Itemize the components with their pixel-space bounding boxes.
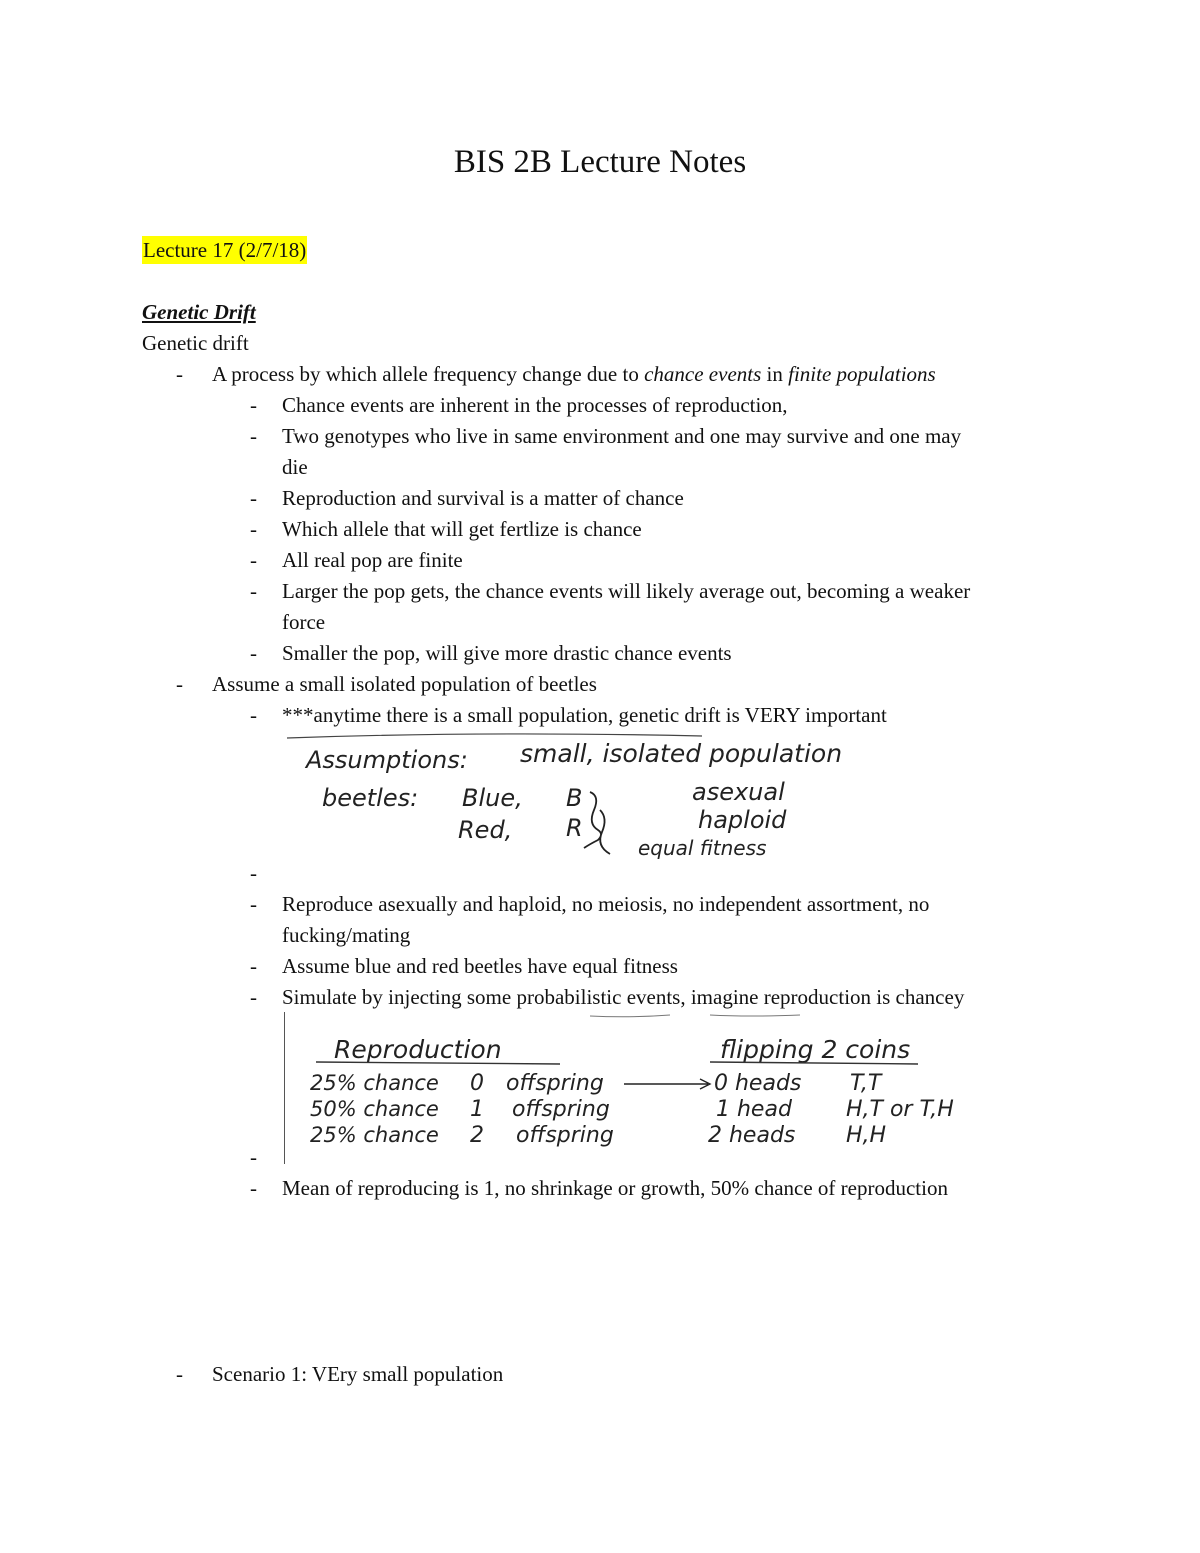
bullet-dash: - <box>250 861 257 885</box>
important-line: ***anytime there is a small population, genetic drift is VERY important <box>282 703 887 727</box>
hw-red: Red, <box>458 816 513 844</box>
bullet-dash: - <box>250 517 257 541</box>
list-item: All real pop are finite <box>282 548 463 572</box>
hw-row-heads: 1 head <box>716 1097 792 1122</box>
definition-prefix: A process by which allele frequency change due to <box>212 362 645 386</box>
bullet-dash: - <box>250 486 257 510</box>
hw-row-off: offspring <box>516 1123 614 1148</box>
hw-row-off: offspring <box>506 1071 604 1096</box>
list-item: Larger the pop gets, the chance events will likely average out, becoming a weaker <box>282 579 971 603</box>
hw-assumptions: Assumptions: <box>306 746 468 774</box>
hw-brace <box>584 792 610 854</box>
bullet-dash: - <box>250 1145 257 1169</box>
hw-row-off: offspring <box>512 1097 610 1122</box>
bullet-dash: - <box>250 1176 257 1200</box>
image-border-line <box>284 1012 285 1164</box>
hw-reproduction: Reproduction <box>334 1035 502 1064</box>
bullet-dash: - <box>250 424 257 448</box>
list-item: Assume blue and red beetles have equal fitness <box>282 954 678 978</box>
hw-row-heads: 0 heads <box>714 1071 802 1096</box>
mean-line: Mean of reproducing is 1, no shrinkage or growth, 50% chance of reproduction <box>282 1176 948 1200</box>
definition-emphasis-finite: finite populations <box>788 362 936 386</box>
list-item: Reproduce asexually and haploid, no meiosis, no independent assortment, no <box>282 892 930 916</box>
hw-equal-fitness: equal fitness <box>638 836 767 860</box>
bullet-dash: - <box>176 1362 183 1386</box>
bullet-dash: - <box>250 892 257 916</box>
hw-row-out: T,T <box>850 1071 882 1096</box>
list-item-continuation: fucking/mating <box>282 923 411 947</box>
hw-row-n: 2 <box>470 1123 484 1148</box>
hw-haploid: haploid <box>698 806 787 834</box>
assume-line: Assume a small isolated population of beetles <box>212 672 597 696</box>
scribble-line <box>287 734 702 738</box>
section-heading: Genetic Drift <box>142 300 256 324</box>
lecture-label: Lecture 17 (2/7/18) <box>143 238 307 262</box>
bullet-dash: - <box>176 672 183 696</box>
list-item: Chance events are inherent in the processes of reproduction, <box>282 393 788 417</box>
hw-beetles: beetles: <box>322 784 419 812</box>
hw-row-pct: 50% chance <box>310 1097 439 1121</box>
hw-blue: Blue, <box>462 784 523 812</box>
list-item: Simulate by injecting some probabilistic events, imagine reproduction is chancey <box>282 985 965 1009</box>
scenario-line: Scenario 1: VEry small population <box>212 1362 504 1386</box>
bullet-dash: - <box>250 985 257 1009</box>
hw-arrow <box>624 1079 710 1089</box>
list-item-continuation: die <box>282 455 308 479</box>
definition-line <box>212 359 936 390</box>
scribble-top <box>590 1015 800 1017</box>
definition-emphasis-chance: chance events <box>644 362 762 386</box>
bullet-dash: - <box>250 703 257 727</box>
hw-r: R <box>566 814 583 842</box>
hw-row-heads: 2 heads <box>708 1123 796 1148</box>
list-item: Two genotypes who live in same environment and one may survive and one may <box>282 424 962 448</box>
handwritten-reproduction-image <box>290 1014 990 1154</box>
hw-row-out: H,H <box>846 1123 887 1148</box>
hw-row-n: 0 <box>470 1071 484 1096</box>
hw-row-out: H,T or T,H <box>846 1097 954 1122</box>
handwritten-assumptions-image <box>282 728 882 868</box>
bullet-dash: - <box>250 954 257 978</box>
list-item-continuation: force <box>282 610 326 634</box>
list-item: Reproduction and survival is a matter of chance <box>282 486 684 510</box>
hw-row-pct: 25% chance <box>310 1123 439 1147</box>
definition-mid: in <box>761 362 789 386</box>
bullet-dash: - <box>176 362 183 386</box>
list-item: Smaller the pop, will give more drastic chance events <box>282 641 732 665</box>
bullet-dash: - <box>250 548 257 572</box>
hw-flipping: flipping 2 coins <box>720 1035 911 1064</box>
term-line: Genetic drift <box>142 331 249 355</box>
hw-small-isolated: small, isolated population <box>520 739 843 768</box>
hw-b: B <box>566 784 583 812</box>
bullet-dash: - <box>250 579 257 603</box>
page-title: BIS 2B Lecture Notes <box>453 144 747 180</box>
bullet-dash: - <box>250 393 257 417</box>
bullet-dash: - <box>250 641 257 665</box>
list-item: Which allele that will get fertlize is chance <box>282 517 642 541</box>
hw-row-n: 1 <box>470 1097 484 1122</box>
hw-row-pct: 25% chance <box>310 1071 439 1095</box>
hw-asexual: asexual <box>692 778 785 806</box>
